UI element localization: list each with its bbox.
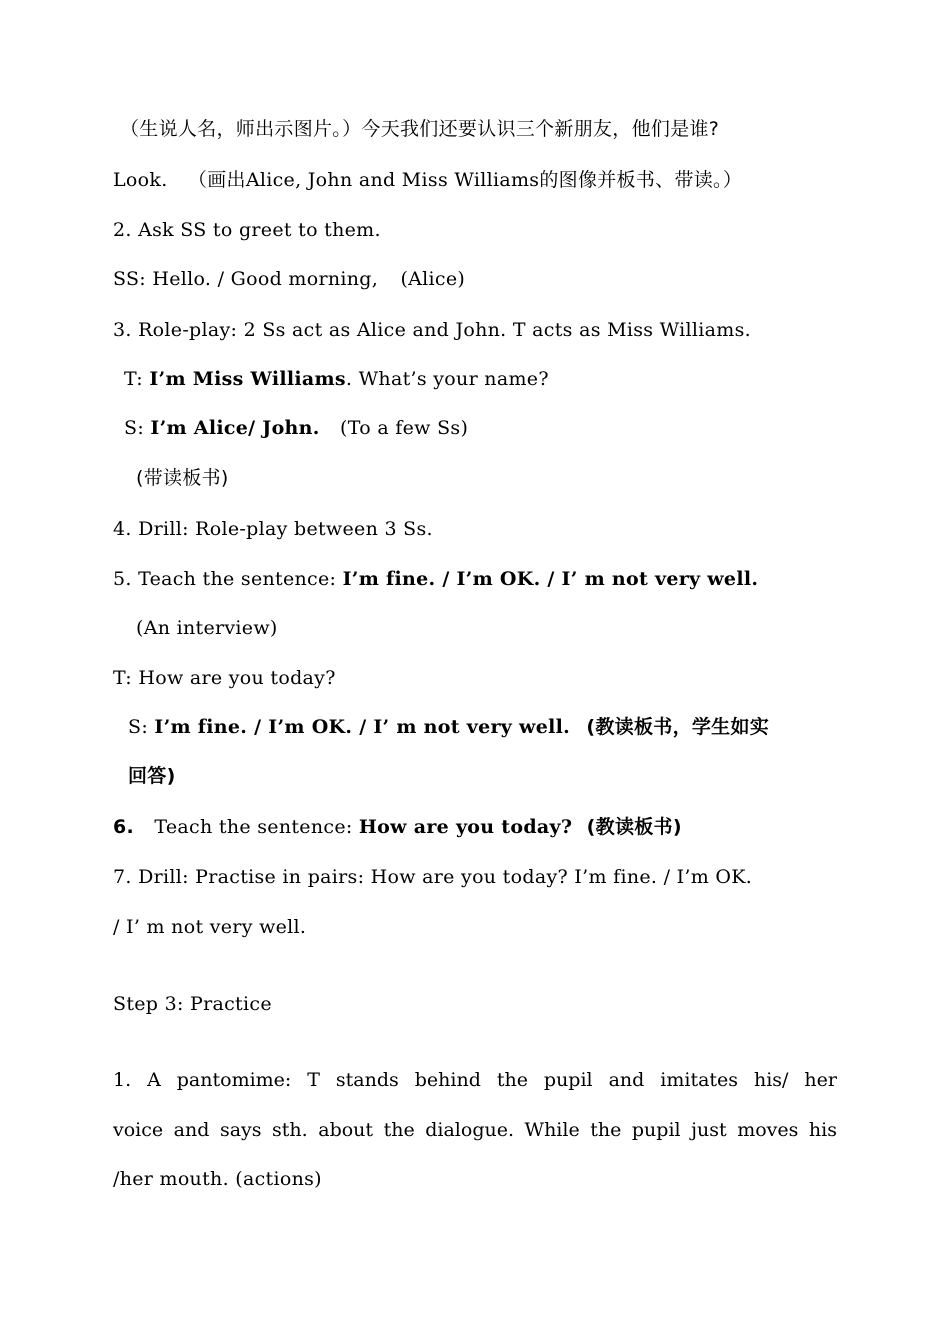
dialogue-teacher (124, 365, 549, 393)
practice-1-line-2: voice and says sth. about the dialogue. While the pupil just moves his (113, 1119, 837, 1141)
step-6-number: 6. (113, 816, 135, 838)
step-6-teach (113, 813, 682, 841)
step-7-drill: 7. Drill: Practise in pairs: How are you today? I’m fine. / I’m OK. (113, 866, 753, 888)
character-names: Alice, John and Miss Williams (245, 169, 540, 191)
step-5-sentence: I’m fine. / I’m OK. / I’ m not very well. (342, 568, 759, 590)
ss-greeting-note: (Alice) (400, 268, 466, 290)
practice-1-line-1: 1. A pantomime: T stands behind the pupil and imitates his/ her (113, 1069, 837, 1091)
step-6-text: Teach the sentence: (154, 816, 353, 838)
teacher-question: T: How are you today? (113, 667, 336, 689)
speaker-s: S: (124, 417, 145, 439)
paragraph-look (113, 166, 742, 194)
step-4-drill: 4. Drill: Role-play between 3 Ss. (113, 518, 433, 540)
student-line-bold: I’m Alice/ John. (150, 417, 320, 439)
teacher-line-bold: I’m Miss Williams (149, 368, 346, 390)
practice-1-line-3: /her mouth. (actions) (113, 1168, 322, 1190)
student-answer-note: (教读板书，学生如实 (586, 716, 770, 738)
draw-instruction-start: （画出 (187, 169, 246, 191)
step-6-sentence: How are you today? (358, 816, 573, 838)
step-6-note: (教读板书) (586, 816, 682, 838)
student-answer-bold: I’m fine. / I’m OK. / I’ m not very well. (154, 716, 571, 738)
student-answer (128, 713, 769, 741)
interview-note: (An interview) (136, 617, 278, 639)
step-3-heading: Step 3: Practice (113, 993, 272, 1015)
speaker-t: T: (124, 368, 143, 390)
look-text: Look. (113, 169, 168, 191)
student-answer-note-continued: 回答) (128, 765, 176, 787)
step-3-role-play: 3. Role-play: 2 Ss act as Alice and John. T acts as Miss Williams. (113, 319, 751, 341)
ss-greeting-text: SS: Hello. / Good morning, (113, 268, 379, 290)
step-5-text: 5. Teach the sentence: (113, 568, 337, 590)
lead-reading-note: (带读板书) (136, 467, 229, 489)
student-line-note: (To a few Ss) (340, 417, 469, 439)
step-7-drill-continued: / I’ m not very well. (113, 916, 307, 938)
speaker-s-2: S: (128, 716, 149, 738)
step-2-greet: 2. Ask SS to greet to them. (113, 219, 381, 241)
teacher-line-question: . What’s your name? (345, 368, 549, 390)
step-5-teach (113, 565, 758, 593)
paragraph-intro-chinese: （生说人名，师出示图片。）今天我们还要认识三个新朋友，他们是谁? (120, 118, 720, 140)
dialogue-student (124, 414, 468, 442)
ss-greeting (113, 265, 465, 293)
draw-instruction-end: 的图像并板书、带读。） (539, 169, 743, 191)
